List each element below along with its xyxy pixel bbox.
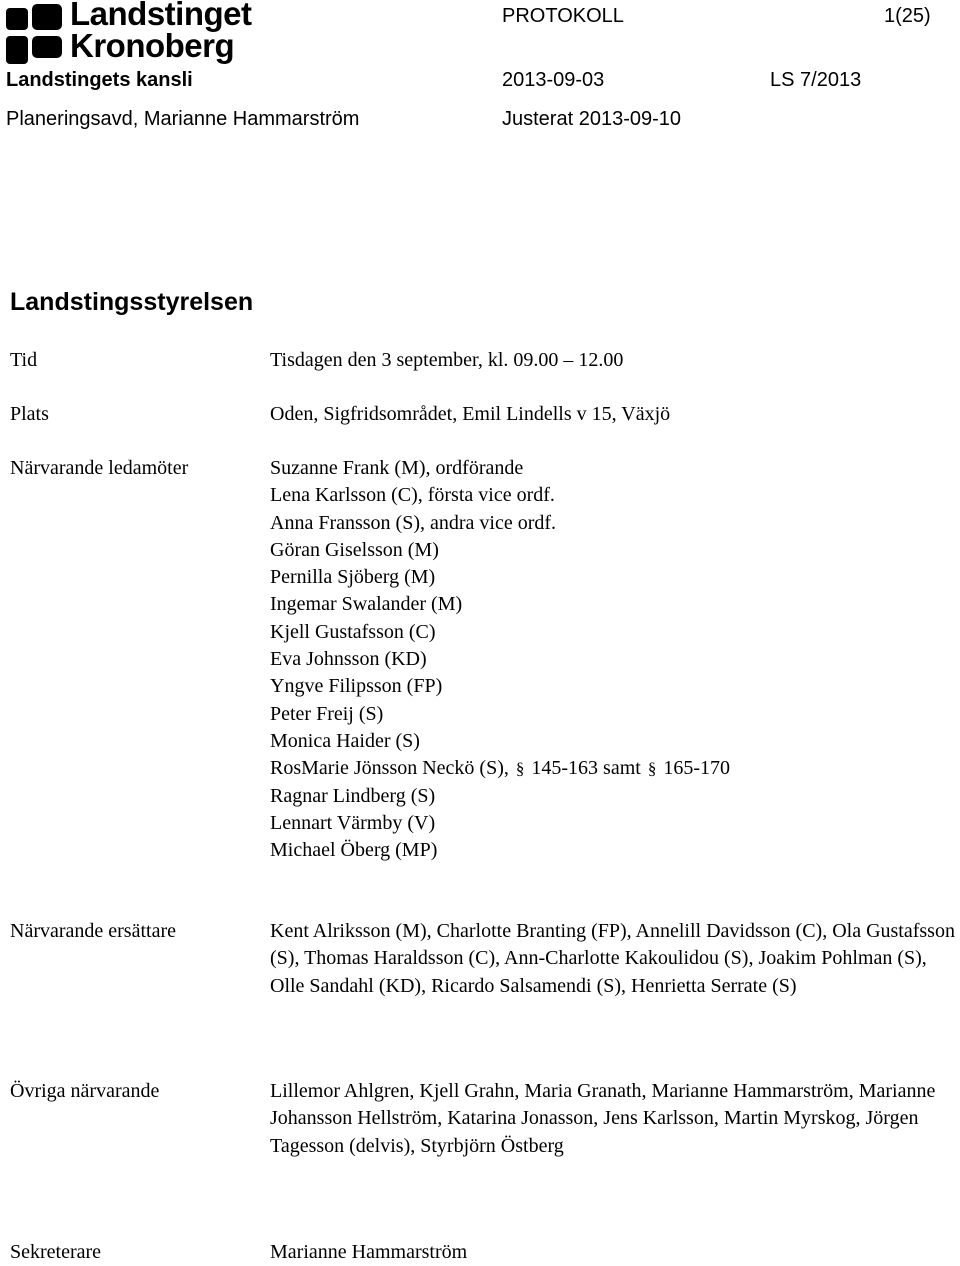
list-item: Yngve Filipsson (FP) — [270, 675, 443, 698]
author: Planeringsavd, Marianne Hammarström — [6, 108, 360, 130]
list-item: Peter Freij (S) — [270, 702, 384, 725]
list-item: Göran Giselsson (M) — [270, 538, 439, 561]
list-item: Ragnar Lindberg (S) — [270, 784, 436, 807]
reference-number: LS 7/2013 — [770, 69, 862, 91]
section-range: 165-170 — [663, 757, 730, 780]
list-item: Monica Haider (S) — [270, 729, 420, 752]
verified-date: Justerat 2013-09-10 — [502, 108, 682, 130]
logo-line-1: Landstinget — [70, 0, 252, 32]
office-name: Landstingets kansli — [6, 69, 193, 91]
list-item: Suzanne Frank (M), ordförande — [270, 457, 524, 479]
ersattare-value: Kent Alriksson (M), Charlotte Branting (FP), Annelill Davidsson (C), Ola Gustafsson (S), Thomas Haraldsson (C), Ann-Charlotte Kakoulidou (S), Joakim Pohlman (S), Olle Sandahl (KD), Ricardo Salsamendi (S), Henrietta Serrate (S) — [270, 920, 955, 997]
list-item: Michael Öberg (MP) — [270, 839, 438, 862]
list-item: Kjell Gustafsson (C) — [270, 620, 436, 643]
list-item: Anna Fransson (S), andra vice ordf. — [270, 511, 557, 534]
member-name: RosMarie Jönsson Neckö (S), — [270, 757, 514, 780]
ovriga-label: Övriga närvarande — [10, 1080, 160, 1102]
logo-mark-icon — [6, 4, 64, 66]
plats-value: Oden, Sigfridsområdet, Emil Lindells v 15, Växjö — [270, 403, 671, 425]
logo-wordmark — [70, 0, 290, 62]
list-item: Lena Karlsson (C), första vice ordf. — [270, 484, 555, 507]
page-number: 1(25) — [884, 5, 931, 27]
section-sign: § — [515, 759, 525, 779]
list-item: Lennart Värmby (V) — [270, 811, 436, 834]
document-type: PROTOKOLL — [502, 5, 624, 27]
sekreterare-value: Marianne Hammarström — [270, 1241, 468, 1263]
list-item — [270, 755, 730, 782]
page-title: Landstingsstyrelsen — [10, 288, 254, 316]
plats-label: Plats — [10, 403, 49, 425]
document-date: 2013-09-03 — [502, 69, 605, 91]
tid-label: Tid — [10, 349, 38, 371]
tid-value: Tisdagen den 3 september, kl. 09.00 – 12.00 — [270, 349, 624, 371]
section-range: 145-163 samt — [531, 757, 641, 780]
ovriga-value: Lillemor Ahlgren, Kjell Grahn, Maria Granath, Marianne Hammarström, Marianne Johansson Hellström, Katarina Jonasson, Jens Karlsson, Martin Myrskog, Jörgen Tagesson (delvis), Styrbjörn Östberg — [270, 1080, 936, 1157]
list-item: Pernilla Sjöberg (M) — [270, 566, 436, 589]
ledamoter-label: Närvarande ledamöter — [10, 457, 189, 479]
ledamoter-list — [270, 455, 730, 864]
ersattare-label: Närvarande ersättare — [10, 920, 176, 942]
list-item: Ingemar Swalander (M) — [270, 593, 463, 616]
list-item: Eva Johnsson (KD) — [270, 648, 427, 671]
section-sign: § — [647, 759, 657, 779]
logo-line-2: Kronoberg — [70, 27, 235, 64]
sekreterare-label: Sekreterare — [10, 1241, 102, 1263]
